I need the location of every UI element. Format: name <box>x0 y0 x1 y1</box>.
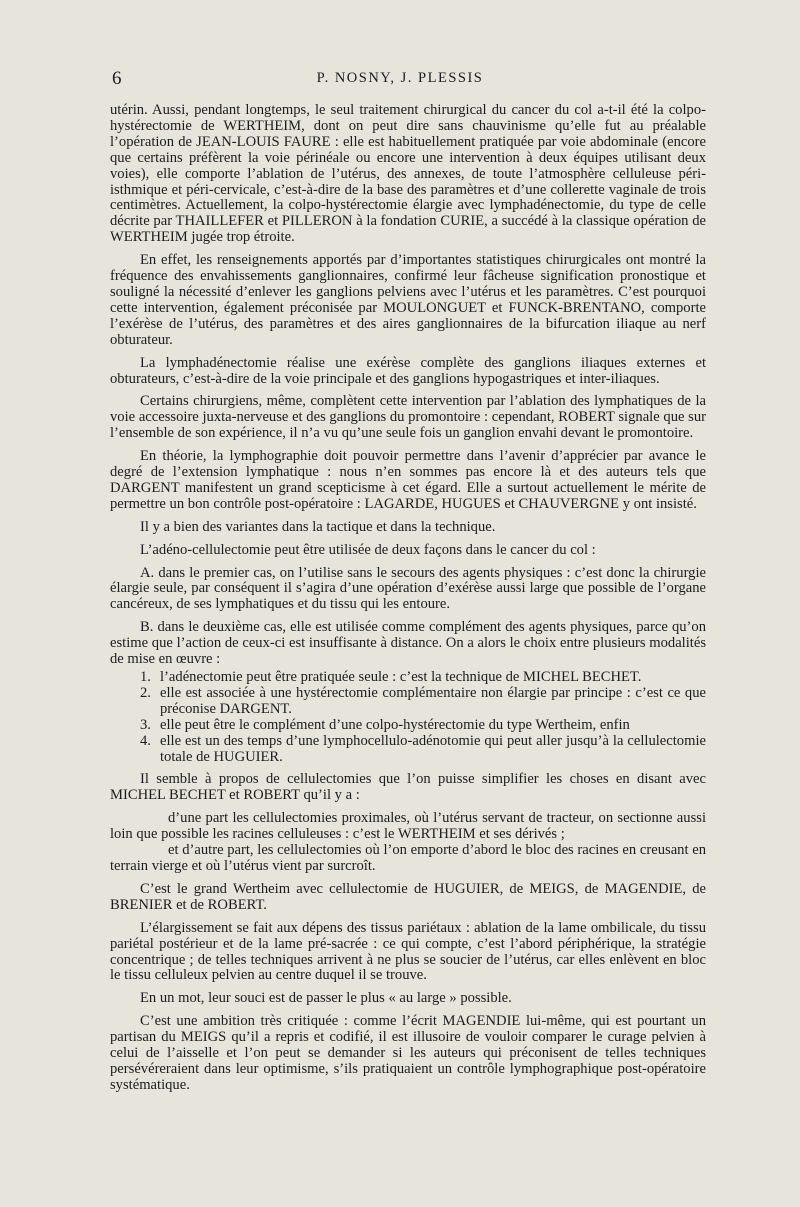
paragraph: La lymphadénectomie réalise une exérèse complète des ganglions iliaques externes et obturateurs, c’est-à-dire de la voie principale et des ganglions hypogastriques et inter-iliaques. <box>110 354 706 387</box>
paragraph: L’élargissement se fait aux dépens des tissus pariétaux : ablation de la lame ombilicale, du tissu pariétal postérieur et de la lame pré-sacrée : ce qui compte, c’est l’abord périphérique, la stratégie concentrique ; de telles techniques arrivent à ne plus se soucier de l’utérus, car elles enlèvent en bloc le tissu celluleux pelvien au centre duquel il se trouve. <box>110 919 706 984</box>
list-text: l’adénectomie peut être pratiquée seule : c’est la technique de MICHEL BECHET. <box>160 669 642 685</box>
paragraph: L’adéno-cellulectomie peut être utilisée de deux façons dans le cancer du col : <box>140 541 596 558</box>
list-number: 3. <box>140 716 151 733</box>
list-text: elle peut être le complément d’une colpo-hystérectomie du type Wertheim, enfin <box>160 716 630 733</box>
list-number: 1. <box>140 669 151 685</box>
page-number: 6 <box>112 68 122 89</box>
list-number: 2. <box>140 684 151 701</box>
list-text: elle est associée à une hystérectomie complémentaire non élargie par principe : c’est ce que préconise DARGENT. <box>160 684 706 717</box>
paragraph: En théorie, la lymphographie doit pouvoir permettre dans l’avenir d’apprécier par avance le degré de l’extension lymphatique : nous n’en sommes pas encore là et des auteurs tels que DARGENT manifestent un grand scepticisme à cet égard. Elle a surtout actuellement le mérite de permettre un bon contrôle post-opératoire : LAGARDE, HUGUES et CHAUVERGNE y ont insisté. <box>110 448 706 512</box>
list-item <box>110 718 706 734</box>
paragraph: Il semble à propos de cellulectomies que l’on puisse simplifier les choses en disant avec MICHEL BECHET et ROBERT qu’il y a : <box>110 771 706 804</box>
running-head: P. NOSNY, J. PLESSIS <box>316 70 484 86</box>
paragraph: En un mot, leur souci est de passer le plus « au large » possible. <box>140 990 512 1007</box>
body-text <box>110 103 706 1101</box>
list-text: elle est un des temps d’une lymphocellulo-adénotomie qui peut aller jusqu’à la cellulectomie totale de HUGUIER. <box>160 732 706 765</box>
paragraph: A. dans le premier cas, on l’utilise sans le secours des agents physiques : c’est donc la chirurgie élargie seule, par conséquent il s’agira d’une opération d’exérèse aussi large que possible de l’organe cancéreux, de ses lymphatiques et du tissu qui les entoure. <box>110 564 706 613</box>
numbered-list <box>110 670 706 765</box>
quote-line: et d’autre part, les cellulectomies où l’on emporte d’abord le bloc des racines en creusant en terrain vierge et où l’utérus vient par surcroît. <box>110 842 706 874</box>
paragraph: C’est une ambition très critiquée : comme l’écrit MAGENDIE lui-même, qui est pourtant un partisan du MEIGS qu’il a repris et codifié, il est illusoire de vouloir comparer le curage pelvien à celui de l’aisselle et l’on peut se demander si les auteurs qui préconisent de telles techniques persévéreraient dans leur optimisme, s’ils pratiquaient un contrôle lymphographique post-opératoire systématique. <box>110 1013 706 1093</box>
paragraph: utérin. Aussi, pendant longtemps, le seul traitement chirurgical du cancer du col a-t-il été la colpo-hystérectomie de WERTHEIM, dont on peut dire sans chauvinisme qu’elle fut au préalable l’opération de JEAN-LOUIS FAURE : elle est habituellement pratiquée par voie abdominale (encore que certains préfèrent la voie périnéale ou encore une intervention à deux équipes utilisant deux voies), elle comporte l’ablation de l’utérus, des annexes, de toute l’atmosphère celluleuse péri-isthmique et péri-cervicale, c’est-à-dire de la base des paramètres et d’une collerette vaginale de trois centimètres. Actuellement, la colpo-hystérectomie élargie avec lymphadénectomie, du type de celle décrite par THAILLEFER et PILLERON à la fondation CURIE, a succédé à la classique opération de WERTHEIM jugée trop étroite. <box>110 102 706 246</box>
list-item <box>110 670 706 686</box>
paragraph: C’est le grand Wertheim avec cellulectomie de HUGUIER, de MEIGS, de MAGENDIE, de BRENIER et de ROBERT. <box>110 880 706 913</box>
paragraph: En effet, les renseignements apportés par d’importantes statistiques chirurgicales ont montré la fréquence des envahissements ganglionnaires, confirmé leur fâcheuse signification pronostique et souligné la nécessité d’enlever les ganglions pelviens avec l’utérus et les paramètres. C’est pourquoi cette intervention, également préconisée par MOULONGUET et FUNCK-BRENTANO, comporte l’exérèse de l’utérus, des paramètres et des aires ganglionnaires de la bifurcation iliaque au nerf obturateur. <box>110 252 706 348</box>
quote-line: d’une part les cellulectomies proximales, où l’utérus servant de tracteur, on sectionne aussi loin que possible les racines celluleuses : c’est le WERTHEIM et ses dérivés ; <box>110 810 706 843</box>
paragraph: Certains chirurgiens, même, complètent cette intervention par l’ablation des lymphatiques de la voie accessoire juxta-nerveuse et des ganglions du promontoire : cependant, ROBERT signale que sur l’ensemble de son expérience, il n’a vu qu’une seule fois un ganglion envahi devant le promontoire. <box>110 393 706 442</box>
paragraph: B. dans le deuxième cas, elle est utilisée comme complément des agents physiques, parce qu’on estime que l’action de ceux-ci est insuffisante à distance. On a alors le choix entre plusieurs modalités de mise en œuvre : <box>110 619 706 668</box>
list-item <box>110 686 706 718</box>
paragraph: Il y a bien des variantes dans la tactique et dans la technique. <box>140 518 496 535</box>
list-number: 4. <box>140 732 151 749</box>
quote-block <box>110 811 706 875</box>
list-item <box>110 734 706 766</box>
